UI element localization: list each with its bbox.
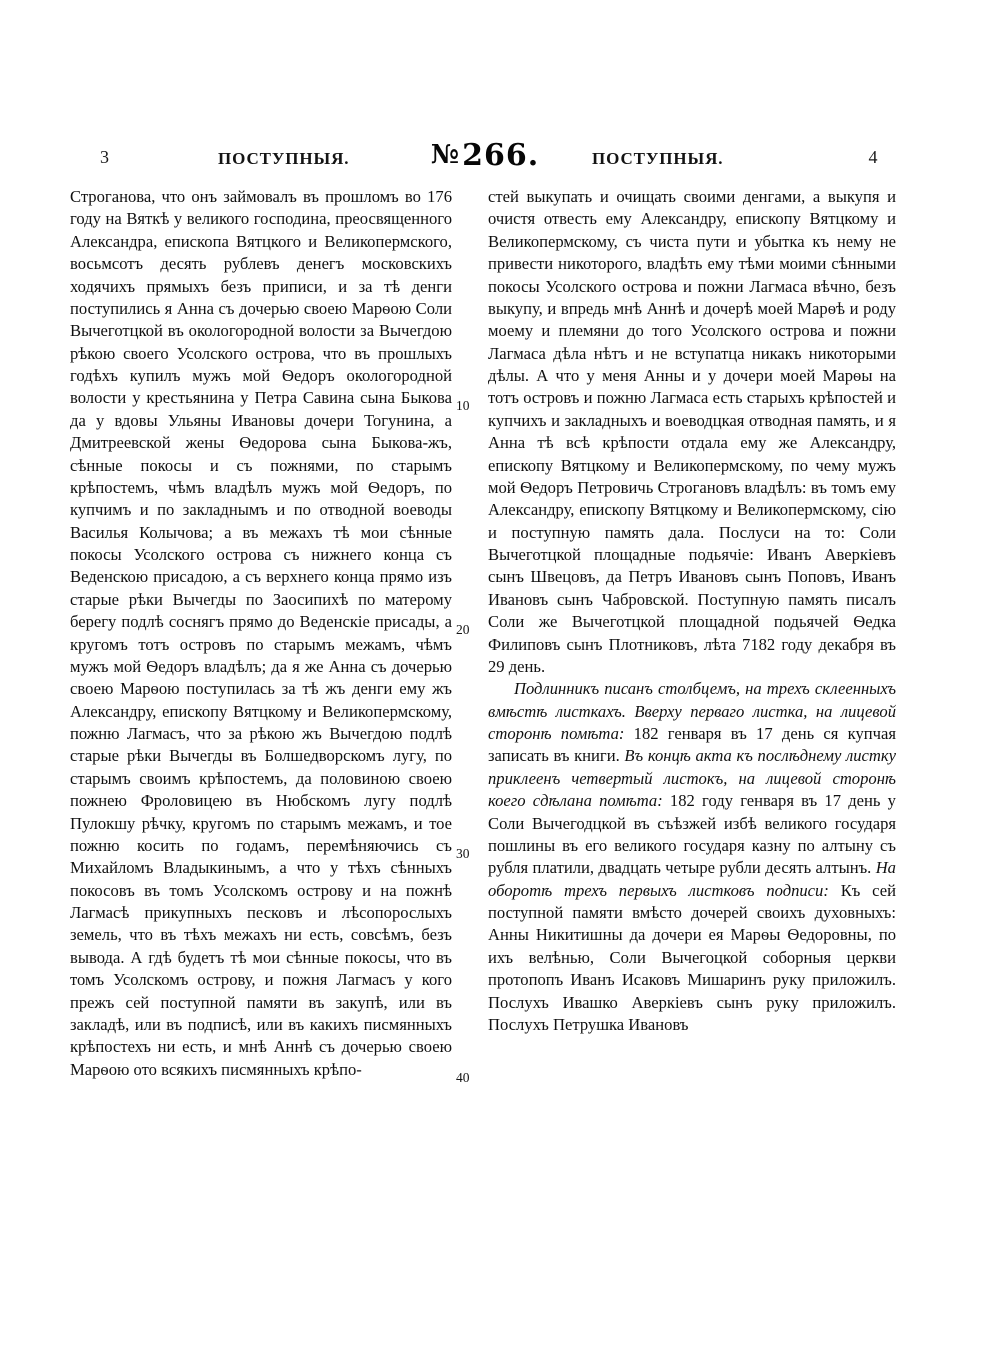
document-number: [395, 138, 575, 173]
note-segment-italic-1: Подлинникъ писанъ столбцемъ, на трехъ склеенныхъ вмѣстѣ листкахъ. Вверху перваго листка, на лицевой сторонѣ помѣта:: [488, 679, 896, 743]
line-number-30: 30: [456, 846, 470, 861]
line-number-10: 10: [456, 398, 470, 413]
column-right: [488, 186, 896, 1036]
line-number-40: 40: [456, 1070, 470, 1085]
paragraph-deed-main: стей выкупать и очищать своими денгами, а выкупя и очистя отвесть ему Александру, епископу Вятцкому и Великопермскому, съ чиста пути и убытка къ нему не привести никоторого, владѣть ему тѣми моими сѣнными покосы Усолского острова и пожни Лагмаса вѣчно, безъ выкупу, и впредь мнѣ Аннѣ и дочерѣ моей Марѳѣ и роду моему и племяни до того Усолского острова и пожни Лагмаса дѣла нѣтъ и не вступатца никакъ никоторыми дѣлы. А что у меня Анны и у дочери моей Марѳы на тотъ островъ и пожню Лагмаса есть старыхъ крѣпостей и купчихъ и закладныхъ и воеводцкая отводная память, и я Анна тѣ всѣ крѣпости отдала ему же Александру, епископу Вятцкому и Великопермскому, по чему мужъ мой Ѳедоръ Петровичь Строгановъ владѣлъ: въ томъ ему Александру, епископу Вятцкому и Великопермскому, сію и поступную память дала. Послуси на то: Соли Вычеготцкой площадные подьячіе: Иванъ Аверкіевъ сынъ Швецовъ, да Петръ Ивановъ сынъ Поповъ, Иванъ Ивановъ сынъ Чабровской. Поступную память писалъ Соли же Вычеготцкой площадной подьячей Ѳедка Филиповъ сынъ Плотниковъ, лѣта 7182 году декабря въ 29 день.: [488, 187, 896, 676]
numero-sign-icon: №: [430, 140, 461, 170]
line-number-20: 20: [456, 622, 470, 637]
running-head-title-right: ПОСТУПНЫЯ.: [592, 149, 724, 168]
running-head-title-left: ПОСТУПНЫЯ.: [218, 149, 350, 168]
running-head: [70, 140, 900, 180]
note-segment-roman-2: 182 году генваря въ 17 день у Соли Вычегодцкой въ съѣзжей избѣ великого государя пошлины въ его великого государя казну по алтыну съ рубля платили, двадцать четыре рубли десять алтынъ.: [488, 791, 896, 878]
paragraph-editorial-note: [488, 678, 896, 1036]
folio-number-left: 3: [100, 147, 110, 167]
note-segment-italic-2: Въ концѣ акта къ послѣднему листку приклеенъ четвертый листокъ, на лицевой сторонѣ коего сдѣлана помѣта:: [488, 746, 896, 811]
document-number-value: 266.: [462, 138, 540, 173]
paragraph-continuation: Строганова, что онъ займовалъ въ прошломъ во 176 году на Вяткѣ у великого господина, преосвященного Александра, епископа Вятцкого и Великопермского, восьмсотъ десять рублевъ денегъ московскихъ ходячихъ прямыхъ безъ приписи, и за тѣ денги поступились я Анна съ дочерью своею Марѳою Соли Вычеготцкой въ окологородной волости за Вычегдою рѣкою своего Усолского острова, что въ прошлыхъ годѣхъ купилъ мужъ мой Ѳедоръ окологородной волости у крестьянина у Петра Савина сына Быкова да у вдовы Ульяны Ивановы дочери Тогунина, а Дмитреевской жены Ѳедорова сына Быкова-жъ, сѣнные покосы и съ пожнями, по старымъ крѣпостемъ, чѣмъ владѣлъ мужъ мой Ѳедоръ, по купчимъ и по закладнымъ и по отводной воеводы Василья Колычова; а въ межахъ тѣ мои сѣнные покосы Усолского острова съ нижнего конца съ Веденскою присадою, а съ верхнего конца прямо изъ старые рѣки Вычегды по Заосипихѣ по матерому берегу подлѣ соснягъ прямо до Веденскіе присады, а кругомъ тотъ островъ по старымъ межамъ, чѣмъ мужъ мой Ѳедоръ владѣлъ; да я же Анна съ дочерью своею Марѳою поступилась за тѣ жъ денги ему жъ Александру, епископу Вятцкому и Великопермскому, пожню Лагмасъ, что за рѣкою жъ Вычегдою подлѣ старые рѣки Вычегды въ Болшедворскомъ лугу, по старымъ своимъ крѣпостемъ, да половиною своею пожнею Фроловицею въ Нюбскомъ лугу подлѣ Пулокшу рѣчку, кругомъ по старымъ межамъ, и тое пожню косить по годамъ, перемѣняючись съ Михайломъ Владыкинымъ, а что у тѣхъ сѣнныхъ покосовъ въ томъ Усолскомъ острову и на пожнѣ Лагмасѣ прикупныхъ песковъ и лѣсопорослыхъ земель, что въ тѣхъ межахъ ни есть, совсѣмъ, безъ вывода. А гдѣ будетъ тѣ мои сѣнные покосы, что въ томъ Усолскомъ острову, и пожня Лагмасъ у кого прежъ сей поступной памяти въ закупѣ, или въ закладѣ, или въ подписѣ, или въ какихъ писмянныхъ крѣпостехъ ни есть, и мнѣ Аннѣ съ дочерью своею Марѳою ото всякихъ писмянныхъ крѣпо-: [70, 187, 452, 1079]
note-segment-roman-3: Къ сей поступной памяти вмѣсто дочерей своихъ духовныхъ: Анны Никитишны да дочери ея Марѳы Ѳедоровны, по ихъ велѣнью, Соли Вычегоцкой соборныя церкви протопопъ Иванъ Исаковъ Мишаринъ руку приложилъ. Послухъ Ивашко Аверкіевъ сынъ руку приложилъ. Послухъ Петрушка Ивановъ: [488, 880, 896, 1034]
note-segment-italic-3: На оборотѣ трехъ первыхъ листковъ подписи:: [488, 858, 896, 900]
folio-number-right: 4: [868, 147, 878, 167]
note-segment-roman-1: 182 генваря въ 17 день ся купчая записать въ книги.: [488, 724, 896, 766]
column-left: [70, 186, 452, 1081]
